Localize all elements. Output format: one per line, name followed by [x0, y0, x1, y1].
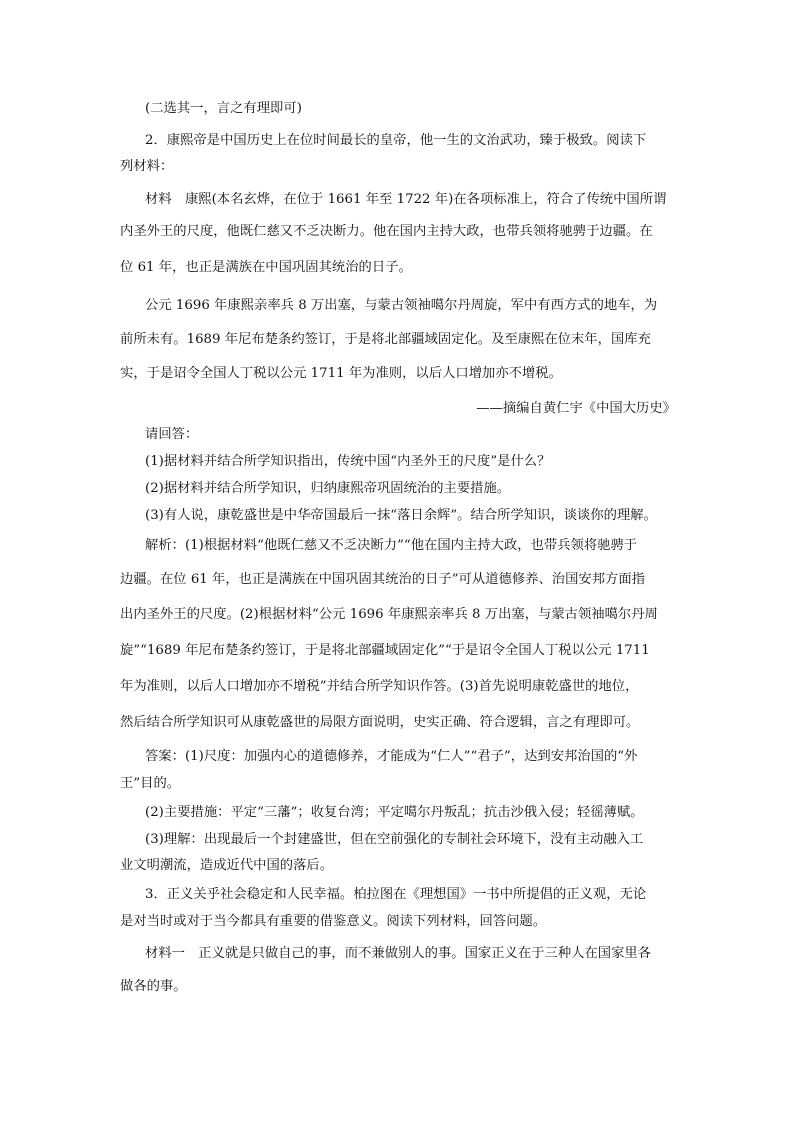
- material-line-4: 公元 1696 年康熙亲率兵 8 万出塞，与蒙古领袖噶尔丹周旋，军中有西方式的地车，为: [145, 298, 658, 313]
- material-line-3: 位 61 年，也正是满族在中国巩固其统治的日子。: [120, 260, 412, 275]
- question-2-line-1: 2．康熙帝是中国历史上在位时间最长的皇帝，他一生的文治武功，臻于极致。阅读下: [145, 133, 647, 148]
- material-one-line-2: 做各的事。: [120, 979, 187, 994]
- prompt-line: 请回答：: [145, 427, 199, 442]
- source-citation: ——摘编自黄仁宇《中国大历史》: [476, 401, 676, 416]
- sub-question-2: (2)据材料并结合所学知识，归纳康熙帝巩固统治的主要措施。: [145, 481, 511, 496]
- analysis-line-5: 年为准则，以后人口增加亦不增税”并结合所学知识作答。(3)首先说明康乾盛世的地位，: [120, 679, 639, 694]
- analysis-line-3: 出内圣外王的尺度。(2)根据材料“公元 1696 年康熙亲率兵 8 万出塞，与蒙古领袖噶尔丹周: [120, 607, 658, 622]
- sub-question-3: (3)有人说，康乾盛世是中华帝国最后一抹“落日余辉”。结合所学知识，谈谈你的理解。: [145, 508, 657, 523]
- material-line-2: 内圣外王的尺度，他既仁慈又不乏决断力。他在国内主持大政，也带兵领将驰骋于边疆。在: [120, 224, 653, 239]
- material-line-6: 实，于是诏令全国人丁税以公元 1711 年为准则，以后人口增加亦不增税。: [120, 366, 562, 381]
- answer-line-4: (3)理解：出现最后一个封建盛世，但在空前强化的专制社会环境下，没有主动融入工: [145, 832, 644, 847]
- answer-line-3: (2)主要措施：平定“三藩”；收复台湾；平定噶尔丹叛乱；抗击沙俄入侵；轻徭薄赋。: [145, 805, 644, 820]
- answer-line-5: 业文明潮流，造成近代中国的落后。: [120, 858, 334, 873]
- answer-line-1: 答案：(1)尺度：加强内心的道德修养，才能成为“仁人”“君子”，达到安邦治国的“外: [145, 749, 638, 764]
- analysis-line-2: 边疆。在位 61 年，也正是满族在中国巩固其统治的日子”可从道德修养、治国安邦方面指: [120, 572, 645, 587]
- note-line: (二选其一，言之有理即可): [145, 101, 302, 116]
- sub-question-1: (1)据材料并结合所学知识指出，传统中国“内圣外王的尺度”是什么？: [145, 454, 551, 469]
- question-3-line-1: 3．正义关乎社会稳定和人民幸福。柏拉图在《理想国》一书中所提倡的正义观，无论: [145, 887, 647, 902]
- analysis-line-1: 解析：(1)根据材料“他既仁慈又不乏决断力”“他在国内主持大政，也带兵领将驰骋于: [145, 538, 638, 553]
- answer-line-2: 王”目的。: [120, 776, 181, 791]
- question-2-line-2: 列材料：: [120, 159, 174, 174]
- material-one-line-1: 材料一 正义就是只做自己的事，而不兼做别人的事。国家正义在于三种人在国家里各: [145, 946, 652, 961]
- material-line-5: 前所未有。1689 年尼布楚条约签订，于是将北部疆域固定化。及至康熙在位末年，国库充: [120, 332, 651, 347]
- question-3-line-2: 是对当时或对于当今都具有重要的借鉴意义。阅读下列材料，回答问题。: [120, 914, 547, 929]
- analysis-line-4: 旋”“1689 年尼布楚条约签订，于是将北部疆域固定化”“于是诏令全国人丁税以公元 1711: [120, 643, 650, 658]
- analysis-line-6: 然后结合所学知识可从康乾盛世的局限方面说明，史实正确、符合逻辑，言之有理即可。: [120, 715, 640, 730]
- material-line-1: 材料 康熙(本名玄烨，在位于 1661 年至 1722 年)在各项标准上，符合了传统中国所谓: [145, 192, 667, 207]
